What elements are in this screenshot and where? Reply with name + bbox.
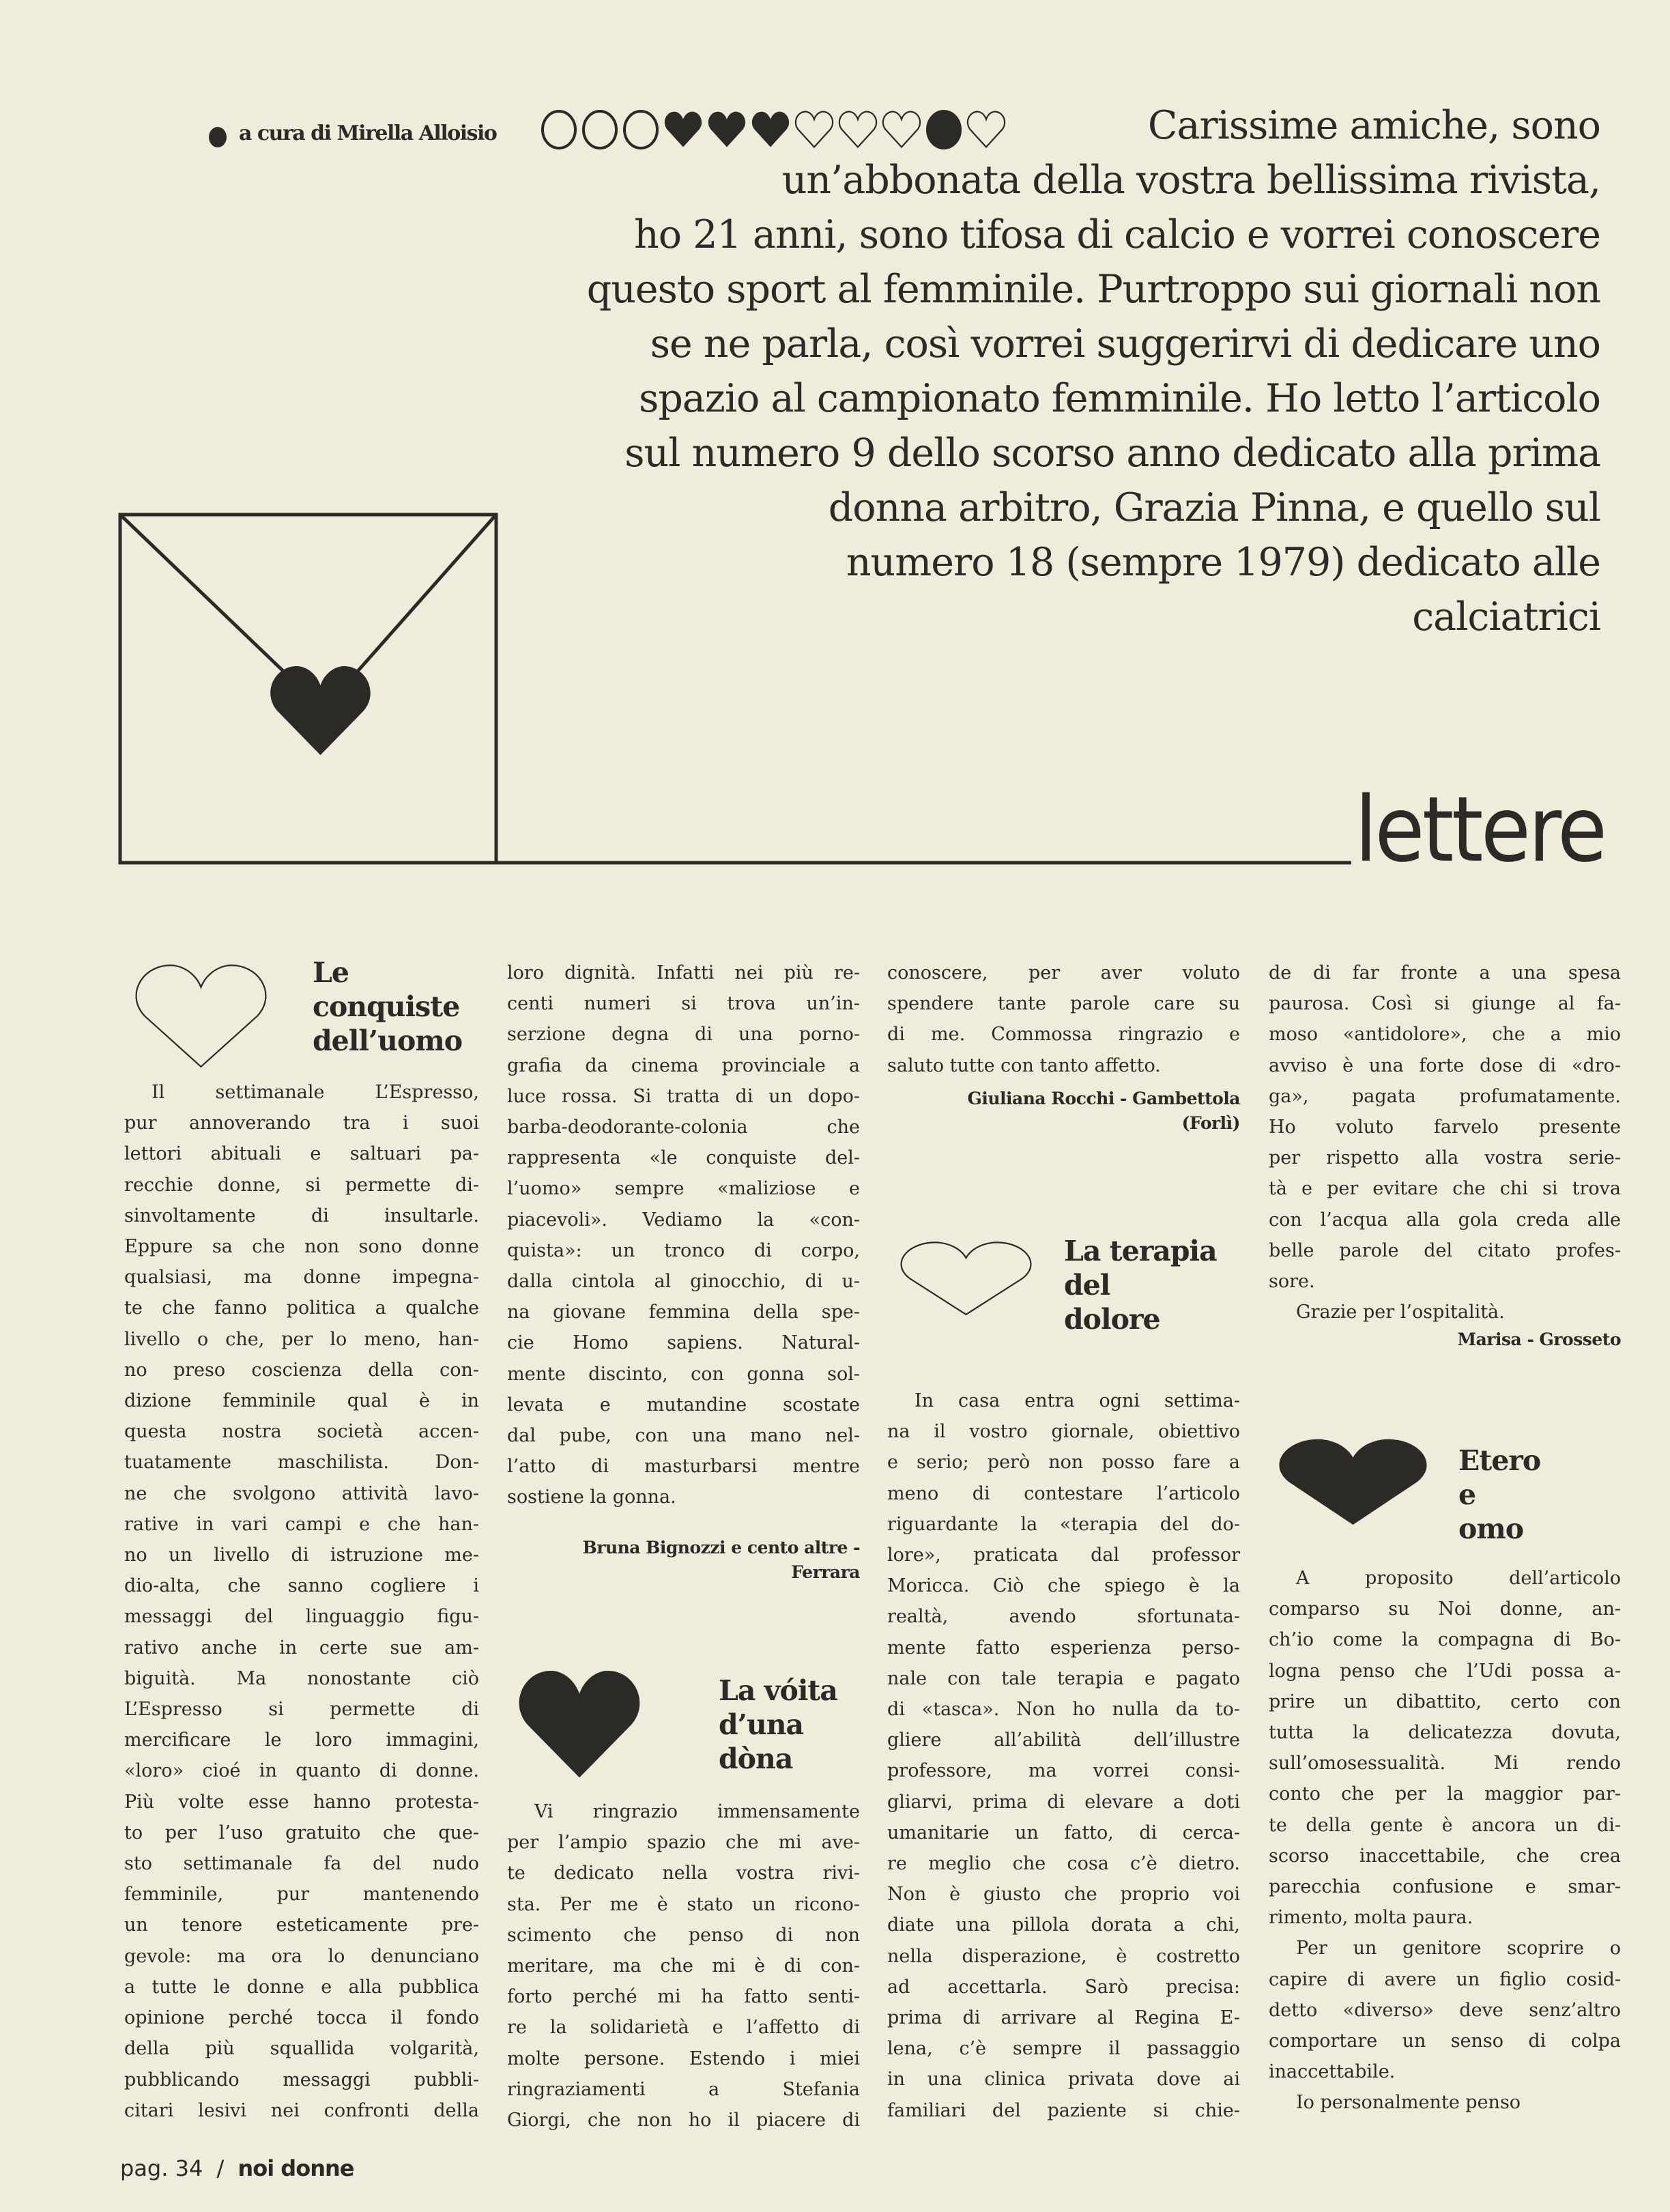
body-text-line: messaggi del linguaggio figu-	[124, 1606, 479, 1628]
body-text-line: dio-alta, che sanno cogliere i	[124, 1575, 479, 1597]
body-text-line: quista»: un tronco di corpo,	[507, 1239, 860, 1261]
body-text-line: dizione femminile qual è in	[124, 1390, 479, 1412]
letter-title-line: dòna	[719, 1742, 793, 1775]
body-text-line: gevole: ma ora lo denunciano	[124, 1945, 479, 1967]
body-text-line: di «tasca». Non ho nulla da to-	[887, 1699, 1240, 1721]
body-text-line: lore», praticata dal professor	[887, 1545, 1240, 1566]
body-text-line: Ho voluto farvelo presente	[1269, 1117, 1621, 1138]
body-text-line: no un livello di istruzione me-	[124, 1545, 479, 1566]
intro-line: donna arbitro, Grazia Pinna, e quello sul	[828, 485, 1600, 530]
body-text-line: rativo anche in certe sue am-	[124, 1637, 479, 1658]
body-text-line: logna penso che l’Udi possa a-	[1269, 1660, 1621, 1682]
body-text-line: pubblicando messaggi pubbli-	[124, 2069, 479, 2091]
letter-signature	[887, 1087, 1240, 1136]
letter-title-line: Etero	[1458, 1444, 1541, 1477]
body-text-line: saluto tutte con tanto affetto.	[887, 1054, 1161, 1076]
body-text-line: L’Espresso si permette di	[124, 1699, 479, 1721]
body-text-line: familiari del paziente si chie-	[887, 2099, 1240, 2121]
body-text-line: per l’ampio spazio che mi ave-	[507, 1832, 860, 1854]
body-text-line: scimento che penso di non	[507, 1924, 860, 1946]
body-text-line: femminile, pur mantenendo	[124, 1884, 479, 1906]
byline: a cura di Mirella Alloisio	[239, 121, 497, 145]
letter-body-column	[887, 1385, 1240, 2126]
body-text-line: Grazie per l’ospitalità.	[1296, 1302, 1505, 1323]
body-text-line: Moricca. Ciò che spiego è la	[887, 1575, 1240, 1597]
body-text-line: inaccettabile.	[1269, 2061, 1396, 2083]
letter-title-line: e	[1458, 1478, 1476, 1511]
letter-title-line: dolore	[1064, 1303, 1160, 1336]
page-footer	[120, 2155, 354, 2181]
body-text-line: Non è giusto che proprio voi	[887, 1884, 1240, 1906]
body-text-line: dalla cintola al ginocchio, di u-	[507, 1271, 860, 1293]
body-text-line: mente fatto esperienza perso-	[887, 1637, 1240, 1658]
heart-outline-icon	[127, 958, 275, 1074]
letter-body-column	[507, 958, 860, 1513]
signature-line: Marisa - Grosseto	[1457, 1330, 1621, 1349]
body-text-line: realtà, avendo sfortunata-	[887, 1606, 1240, 1628]
body-text-line: luce rossa. Si tratta di un dopo-	[507, 1085, 860, 1107]
letter-title-line: del	[1064, 1269, 1110, 1302]
body-text-line: prire un dibattito, certo con	[1269, 1691, 1621, 1712]
intro-line: sul numero 9 dello scorso anno dedicato alla prima	[624, 431, 1600, 476]
letter-body-column	[1269, 958, 1621, 1327]
signature-line: Giuliana Rocchi - Gambettola	[967, 1089, 1240, 1108]
body-text-line: meritare, ma che mi è di con-	[507, 1955, 860, 1977]
intro-line: questo sport al femminile. Purtroppo sui giornali non	[586, 267, 1600, 312]
body-text-line: questa nostra società accen-	[124, 1421, 479, 1443]
body-text-line: «loro» cioé in quanto di donne.	[124, 1760, 479, 1782]
body-text-line: te dedicato nella vostra rivi-	[507, 1863, 860, 1884]
body-text-line: meno di contestare l’articolo	[887, 1482, 1240, 1504]
signature-line: Bruna Bignozzi e cento altre -	[582, 1538, 860, 1557]
body-text-line: grafia da cinema provinciale a	[507, 1054, 860, 1076]
letter-body-column	[507, 1796, 860, 2136]
body-text-line: citari lesivi nei confronti della	[124, 2099, 479, 2121]
body-text-line: con l’acqua alla gola creda alle	[1269, 1209, 1621, 1231]
envelope-illustration	[116, 511, 1365, 872]
body-text-line: mercificare le loro immagini,	[124, 1729, 479, 1751]
body-text-line: un tenore esteticamente pre-	[124, 1914, 479, 1936]
body-text-line: ch’io come la compagna di Bo-	[1269, 1629, 1621, 1651]
letter-title	[1064, 1234, 1217, 1336]
intro-line: calciatrici	[1412, 594, 1600, 640]
body-text-line: Giorgi, che non ho il piacere di	[507, 2110, 860, 2131]
body-text-line: te della gente è ancora un di-	[1269, 1814, 1621, 1836]
body-text-line: gliarvi, prima di elevare a doti	[887, 1791, 1240, 1813]
bullet-icon	[209, 127, 227, 147]
body-text-line: paurosa. Così si giunge al fa-	[1269, 993, 1621, 1015]
body-text-line: Più volte esse hanno protesta-	[124, 1791, 479, 1813]
body-text-line: forto perché mi ha fatto senti-	[507, 1986, 860, 2008]
body-text-line: de di far fronte a una spesa	[1269, 962, 1621, 983]
heart-filled-icon	[510, 1663, 648, 1785]
body-text-line: re la solidarietà e l’affetto di	[507, 2017, 860, 2039]
body-text-line: professore, ma vorrei consi-	[887, 1760, 1240, 1782]
body-text-line: molte persone. Estendo i miei	[507, 2048, 860, 2069]
letter-title	[313, 956, 462, 1058]
body-text-line: lena, c’è sempre il passaggio	[887, 2038, 1240, 2060]
body-text-line: gliere all’abilità dell’illustre	[887, 1729, 1240, 1751]
body-text-line: ad accettarla. Sarò precisa:	[887, 1976, 1240, 1998]
body-text-line: ringraziamenti a Stefania	[507, 2078, 860, 2100]
body-text-line: cie Homo sapiens. Natural-	[507, 1332, 860, 1354]
body-text-line: parecchia confusione e smar-	[1269, 1876, 1621, 1898]
letter-title	[1458, 1443, 1540, 1546]
body-text-line: prima di arrivare al Regina E-	[887, 2007, 1240, 2029]
footer-separator: /	[216, 2155, 225, 2181]
body-text-line: levata e mutandine scostate	[507, 1394, 860, 1416]
body-text-line: rimento, molta paura.	[1269, 1907, 1473, 1929]
body-text-line: ne che svolgono attività lavo-	[124, 1482, 479, 1504]
body-text-line: sore.	[1269, 1271, 1315, 1293]
letter-title-line: Le	[313, 956, 349, 989]
body-text-line: A proposito dell’articolo	[1296, 1568, 1621, 1589]
body-text-line: nale con tale terapia e pagato	[887, 1667, 1240, 1689]
section-title: lettere	[1355, 777, 1605, 882]
body-text-line: In casa entra ogni settima-	[915, 1390, 1240, 1411]
body-text-line: capire di avere un figlio cosid-	[1269, 1968, 1621, 1990]
body-text-line: e serio; però non posso fare a	[887, 1452, 1240, 1474]
body-text-line: Per un genitore scoprire o	[1296, 1938, 1621, 1959]
heart-filled-icon	[1269, 1433, 1437, 1532]
body-text-line: re meglio che cosa c’è dietro.	[887, 1853, 1240, 1875]
body-text-line: mente discinto, con gonna sol-	[507, 1363, 860, 1385]
letter-title	[719, 1674, 837, 1776]
body-text-line: scorso inaccettabile, che crea	[1269, 1845, 1621, 1867]
intro-line: spazio al campionato femminile. Ho letto l’articolo	[639, 376, 1600, 421]
body-text-line: nella disperazione, è costretto	[887, 1945, 1240, 1967]
body-text-line: detto «diverso» deve senz’altro	[1269, 1999, 1621, 2021]
magazine-name: noi donne	[237, 2155, 354, 2181]
body-text-line: rappresenta «le conquiste del-	[507, 1147, 860, 1169]
body-text-line: loro dignità. Infatti nei più re-	[507, 962, 860, 983]
body-text-line: recchie donne, si permette di-	[124, 1174, 479, 1196]
body-text-line: no preso coscienza della con-	[124, 1359, 479, 1381]
body-text-line: te che fanno politica a qualche	[124, 1297, 479, 1319]
body-text-line: sinvoltamente di insultarle.	[124, 1205, 479, 1226]
body-text-line: diate una pillola dorata a chi,	[887, 1914, 1240, 1936]
body-text-line: centi numeri si trova un’in-	[507, 993, 860, 1015]
letter-signature	[1269, 1327, 1621, 1352]
body-text-line: to per l’uso gratuito che que-	[124, 1822, 479, 1843]
body-text-line: per rispetto alla vostra serie-	[1269, 1147, 1621, 1169]
body-text-line: tutta la delicatezza dovuta,	[1269, 1722, 1621, 1744]
letter-title-line: d’una	[719, 1708, 804, 1741]
body-text-line: della più squallida volgarità,	[124, 2038, 479, 2060]
heart-outline-icon	[892, 1237, 1040, 1321]
letter-title-line: omo	[1458, 1512, 1524, 1545]
body-text-line: na il vostro giornale, obiettivo	[887, 1421, 1240, 1443]
body-text-line: ga», pagata profumatamente.	[1269, 1085, 1621, 1107]
body-text-line: tà e per evitare che chi si trova	[1269, 1178, 1621, 1200]
intro-line: un’abbonata della vostra bellissima rivista,	[781, 158, 1600, 203]
letter-body-column	[887, 958, 1240, 1081]
body-text-line: l’atto di masturbarsi mentre	[507, 1456, 860, 1478]
body-text-line: in una clinica privata dove ai	[887, 2069, 1240, 2091]
body-text-line: opinione perché tocca il fondo	[124, 2007, 479, 2029]
body-text-line: comparso su Noi donne, an-	[1269, 1598, 1621, 1620]
body-text-line: avviso è una forte dose di «dro-	[1269, 1054, 1621, 1076]
letter-title-line: La vóita	[719, 1674, 837, 1707]
body-text-line: qualsiasi, ma donne impegna-	[124, 1267, 479, 1289]
body-text-line: pur annoverando tra i suoi	[124, 1112, 479, 1134]
letter-body-column	[1269, 1563, 1621, 2118]
body-text-line: conto che per la maggior par-	[1269, 1783, 1621, 1805]
body-text-line: Io personalmente penso	[1296, 2092, 1521, 2114]
body-text-line: umanitarie un fatto, di cerca-	[887, 1822, 1240, 1843]
letter-body-column	[124, 1077, 479, 2126]
body-text-line: tuatamente maschilista. Don-	[124, 1452, 479, 1474]
intro-line: Carissime amiche, sono	[1147, 103, 1600, 148]
body-text-line: a tutte le donne e alla pubblica	[124, 1976, 479, 1998]
body-text-line: conoscere, per aver voluto	[887, 962, 1240, 983]
body-text-line: na giovane femmina della spe-	[507, 1302, 860, 1323]
body-text-line: comportare un senso di colpa	[1269, 2030, 1621, 2052]
body-text-line: sull’omosessualità. Mi rendo	[1269, 1753, 1621, 1775]
intro-line: ho 21 anni, sono tifosa di calcio e vorrei conoscere	[634, 212, 1600, 257]
body-text-line: sostiene la gonna.	[507, 1486, 676, 1508]
letter-title-line: conquiste	[313, 990, 460, 1023]
body-text-line: Eppure sa che non sono donne	[124, 1236, 479, 1258]
body-text-line: moso «antidolore», che a mio	[1269, 1024, 1621, 1046]
body-text-line: livello o che, per lo meno, han-	[124, 1328, 479, 1350]
body-text-line: biguità. Ma nonostante ciò	[124, 1667, 479, 1689]
intro-line: numero 18 (sempre 1979) dedicato alle	[846, 540, 1600, 585]
body-text-line: belle parole del citato profes-	[1269, 1239, 1621, 1261]
body-text-line: di me. Commossa ringrazio e	[887, 1024, 1240, 1046]
body-text-line: serzione degna di una porno-	[507, 1024, 860, 1046]
body-text-line: spendere tante parole care su	[887, 993, 1240, 1015]
body-text-line: Vi ringrazio immensamente	[534, 1801, 860, 1822]
body-text-line: l’uomo» sempre «maliziose e	[507, 1178, 860, 1200]
body-text-line: piacevoli». Vediamo la «con-	[507, 1209, 860, 1231]
intro-line: se ne parla, così vorrei suggerirvi di dedicare uno	[650, 321, 1600, 367]
signature-line: Ferrara	[791, 1562, 860, 1582]
signature-line: (Forlì)	[1181, 1113, 1240, 1133]
heart-seal-icon	[270, 666, 370, 755]
letter-title-line: dell’uomo	[313, 1024, 463, 1057]
body-text-line: rative in vari campi e che han-	[124, 1513, 479, 1535]
body-text-line: Il settimanale L’Espresso,	[152, 1082, 479, 1103]
body-text-line: riguardante la «terapia del do-	[887, 1513, 1240, 1535]
body-text-line: sta. Per me è stato un ricono-	[507, 1893, 860, 1915]
body-text-line: barba-deodorante-colonia che	[507, 1117, 860, 1138]
body-text-line: sto settimanale fa del nudo	[124, 1853, 479, 1875]
letter-title-line: La terapia	[1064, 1235, 1217, 1267]
letter-signature	[507, 1536, 860, 1585]
body-text-line: dal pube, con una mano nel-	[507, 1425, 860, 1447]
page-number: pag. 34	[120, 2155, 203, 2181]
body-text-line: lettori abituali e saltuari pa-	[124, 1143, 479, 1165]
